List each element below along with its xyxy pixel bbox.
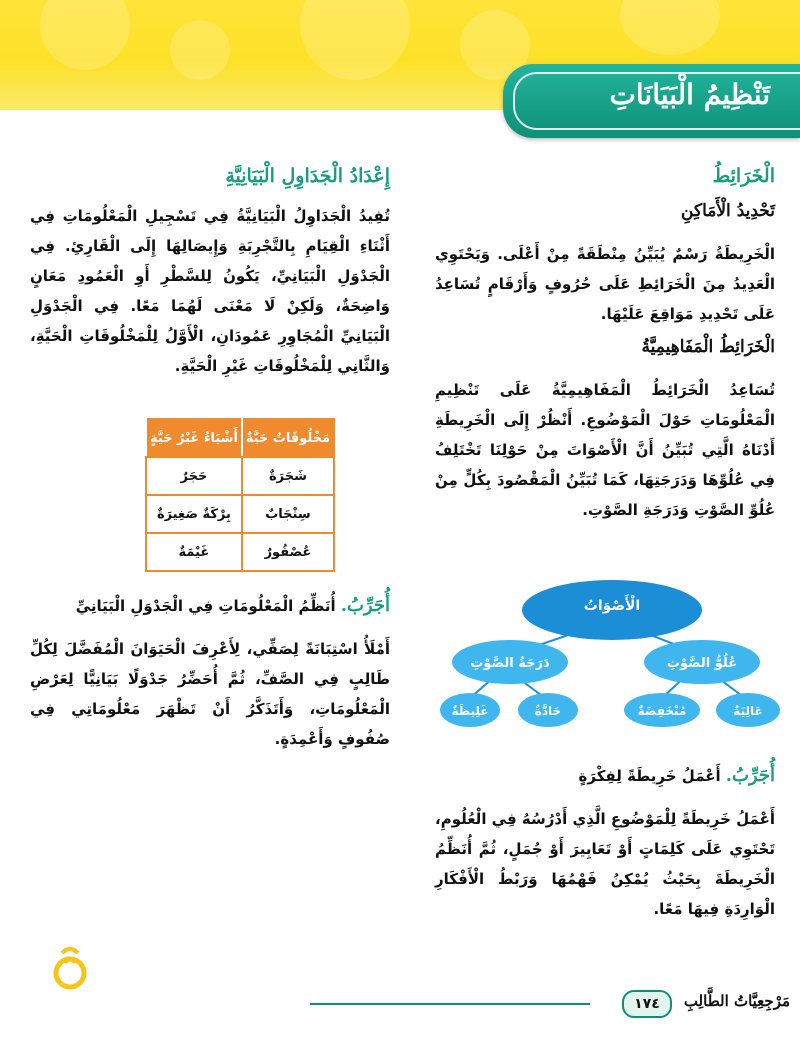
tables-column [30,165,390,389]
page-number-badge: ١٧٤ [622,990,672,1018]
concept-map [440,580,785,730]
locating-places-text: الْخَرِيطَةُ رَسْمٌ يُبَيِّنُ مِنْطَقَةً مِنْ أَعْلَى. وَيَحْتَوِي الْعَدِيدُ مِنَ الْخَرَائِطِ عَلَى حُرُوفٍ وَأَرْقَامٍ تُسَاعِدُ عَلَى تَحْدِيدِ مَوَاقِعَ عَلَيْهَا. [435,245,775,323]
right-try-heading: أَعْمَلُ خَرِيطَةً لِفِكْرَةٍ [578,767,721,785]
page-title: تَنْظِيمُ الْبَيَانَاتِ [609,78,770,111]
table-cell: عُصْفُورٌ [242,533,334,571]
tables-section-title: إِعْدَادُ الْجَدَاوِلِ الْبَيَانِيَّةِ [225,165,390,187]
table-header-living: مَخْلُوقَاتٌ حَيَّةٌ [242,419,334,457]
table-row [146,457,334,495]
map-node-high-label: عَالِيَةٌ [733,704,763,718]
right-try-box [435,765,775,932]
locating-places-heading: تَحْدِيدُ الْأَمَاكِنِ [681,201,775,221]
publisher-logo-icon [52,943,88,991]
footer-rule [310,1003,590,1005]
map-node-thick-label: غَلِيظَةٌ [451,704,489,718]
table-cell: بِرْكَةٌ صَغِيرَةٌ [146,495,242,533]
table-row [146,533,334,571]
table-cell: سِنْجَابٌ [242,495,334,533]
decor-shape [620,0,720,55]
left-try-label: أُجَرِّبُ. [340,595,390,616]
tables-intro-text: تُفِيدُ الْجَدَاوِلُ الْبَيَانِيَّةُ فِي تَسْجِيلِ الْمَعْلُومَاتِ فِي أَثْنَاءِ الْقِيَامِ بِالتَّجْرِبَةِ وَإِيصَالِهَا إِلَى الْقَارِئِ. فِي الْجَدْوَلِ الْبَيَانِيِّ، يَكُونُ لِلسَّطْرِ أَوِ الْعَمُودِ مَعَانٍ وَاضِحَةٌ، وَلَكِنْ لَا مَعْنَى لَهُمَا مَعًا. فِي الْجَدْوَلِ الْبَيَانِيِّ الْمُجَاوِرِ عَمُودَانِ، الْأَوَّلُ لِلْمَخْلُوقَاتِ الْحَيَّةِ، وَالثَّانِي لِلْمَخْلُوقَاتِ غَيْرِ الْحَيَّةِ. [30,207,390,375]
table-cell: غَيْمَةٌ [146,533,242,571]
map-node-loudness-label: عُلُوُّ الصَّوْتِ [666,656,738,671]
data-table [145,418,335,572]
data-table-wrapper [145,418,335,572]
decor-shape [40,0,130,70]
right-try-label: أُجَرِّبُ. [725,765,775,786]
decor-shape [170,20,230,80]
left-try-text: أَمْلَأُ اسْتِبَانَةً لِصَفِّي، لِأَعْرِفَ الْحَيَوَانَ الْمُفَضَّلَ لِكُلِّ طَالِبٍ فِي الصَّفِّ، ثُمَّ أُحَضِّرُ جَدْوَلًا بَيَانِيًّا لِعَرْضِ الْمَعْلُومَاتِ، وَأَتَذَكَّرُ أَنْ تَظْهَرَ مَعْلُومَاتِي فِي صُفُوفٍ وَأَعْمِدَةٍ. [30,640,390,748]
left-try-box [30,595,390,762]
map-node-low-label: مُنْخَفِضَةٌ [637,704,687,718]
map-node-root-label: الْأَصْوَاتُ [583,598,641,614]
footer-label: مَرْجِعِيَّاتُ الطَّالِبِ [683,992,790,1010]
table-row [146,495,334,533]
concept-maps-text: تُسَاعِدُ الْخَرَائِطُ الْمَفَاهِيمِيَّةُ عَلَى تَنْظِيمِ الْمَعْلُومَاتِ حَوْلَ الْمَوْضُوعِ. أَنْظُرْ إِلَى الْخَرِيطَةِ أَدْنَاهُ الَّتِي تُبَيِّنُ أَنَّ الْأَصْوَاتَ مِنْ حَوْلِنَا تَخْتَلِفُ فِي عُلُوِّهَا وَدَرَجَتِهَا، كَمَا تُبَيِّنُ الْمَقْصُودَ بِكُلٍّ مِنْ عُلُوِّ الصَّوْتِ وَدَرَجَةِ الصَّوْتِ. [435,381,775,519]
maps-section-title: الْخَرَائِطُ [712,165,775,187]
concept-maps-heading: الْخَرَائِطُ الْمَفَاهِيمِيَّةُ [641,337,775,357]
footer [600,990,800,1016]
map-node-pitch-label: دَرَجَةُ الصَّوْتِ [470,656,550,671]
left-try-heading: أُنَظِّمُ الْمَعْلُومَاتِ فِي الْجَدْوَلِ الْبَيَانِيِّ [75,597,336,615]
table-cell: حَجَرٌ [146,457,242,495]
map-node-sharp-label: حَادَّةٌ [534,704,562,718]
table-cell: شَجَرَةٌ [242,457,334,495]
maps-column [435,165,775,533]
title-banner [503,64,800,138]
right-try-text: أَعْمَلُ خَرِيطَةً لِلْمَوْضُوعِ الَّذِي أَدْرُسُهُ فِي الْعُلُومِ، تَحْتَوِي عَلَى كَلِمَاتٍ أَوْ تَعَابِيرَ أَوْ جُمَلٍ، ثُمَّ أُنَظِّمُ الْخَرِيطَةَ بِحَيْثُ يُمْكِنُ فَهْمُهَا وَرَبْطُ الْأَفْكَارِ الْوَارِدَةِ فِيهَا مَعًا. [435,810,775,918]
decor-shape [300,0,410,80]
table-header-nonliving: أَشْيَاءُ غَيْرُ حَيَّةٍ [146,419,242,457]
table-header-row [146,419,334,457]
